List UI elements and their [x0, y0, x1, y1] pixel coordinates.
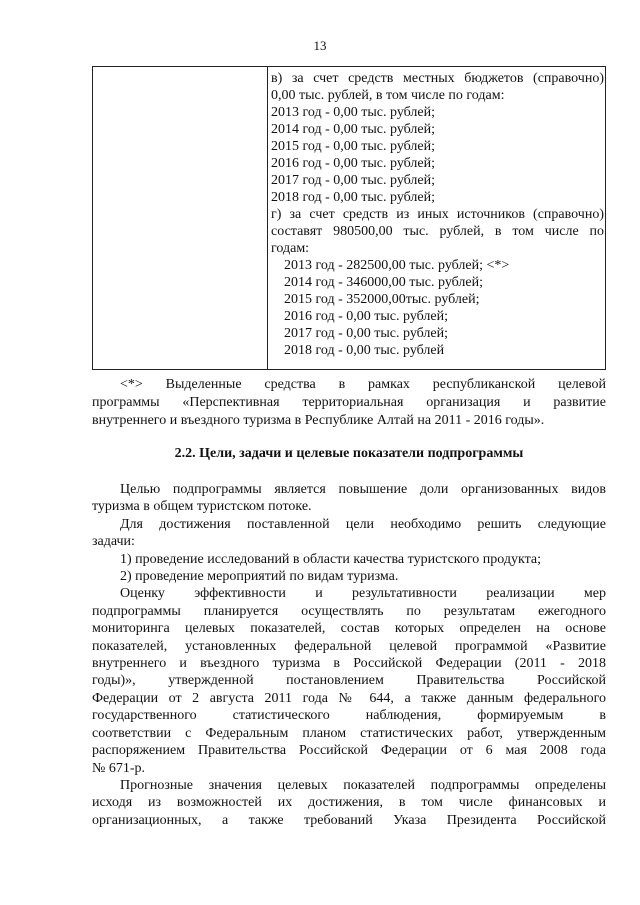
body-line: Оценку эффективности и результативности реализации мер — [120, 586, 606, 602]
cell-line: 2016 год - 0,00 тыс. рублей; — [271, 156, 436, 171]
body-text — [92, 481, 606, 829]
body-line: распоряжением Правительства Российской Федерации от 6 мая 2008 года — [92, 743, 606, 759]
funding-table-right-cell — [271, 70, 604, 359]
cell-line: 2013 год - 282500,00 тыс. рублей; <*> — [284, 258, 510, 273]
cell-line: 2018 год - 0,00 тыс. рублей; — [271, 190, 436, 205]
cell-line: 2018 год - 0,00 тыс. рублей — [284, 343, 445, 358]
body-line: государственного статистического наблюдения, формируемым в — [92, 708, 606, 724]
body-line: годы)», утвержденной постановлением Правительства Российской — [92, 673, 606, 689]
cell-line: годам: — [271, 241, 310, 256]
body-line: 2) проведение мероприятий по видам туризма. — [120, 569, 399, 585]
body-line: Федерации от 2 августа 2011 года № 644, а также данным федерального — [92, 690, 606, 706]
cell-line: 2016 год - 0,00 тыс. рублей; — [284, 309, 449, 324]
page-number: 13 — [313, 38, 327, 53]
body-line: мониторинга целевых показателей, состав которых определен на основе — [92, 621, 606, 637]
cell-line: 2015 год - 0,00 тыс. рублей; — [271, 139, 436, 154]
footnote-line: программы «Перспективная территориальная организация и развитие — [92, 395, 606, 410]
body-line: Целью подпрограммы является повышение доли организованных видов — [120, 482, 606, 497]
footnote-line: внутреннего и въездного туризма в Республике Алтай на 2011 - 2016 годы». — [92, 413, 545, 428]
section-heading: 2.2. Цели, задачи и целевые показатели подпрограммы — [174, 446, 524, 461]
cell-line: 2013 год - 0,00 тыс. рублей; — [271, 105, 436, 120]
body-line: соответствии с Федеральным планом статистических работ, утвержденным — [92, 725, 606, 741]
body-line: внутреннего и въездного туризма в Российской Федерации (2011 - 2018 — [92, 656, 606, 672]
cell-line: 2017 год - 0,00 тыс. рублей; — [271, 173, 436, 188]
table-column-divider — [267, 66, 268, 370]
cell-line: 2015 год - 352000,00тыс. рублей; — [284, 292, 480, 307]
cell-line: 2014 год - 346000,00 тыс. рублей; — [284, 275, 484, 290]
footnote — [92, 376, 606, 430]
body-line: показателей, установленных федеральной целевой программой «Развитие — [92, 638, 606, 654]
body-line: Прогнозные значения целевых показателей подпрограммы определены — [120, 777, 606, 793]
cell-line: 0,00 тыс. рублей, в том числе по годам: — [271, 88, 505, 103]
cell-line: г) за счет средств из иных источников (справочно) — [271, 207, 604, 222]
body-line: задачи: — [92, 534, 135, 550]
body-line: 1) проведение исследований в области качества туристского продукта; — [120, 551, 541, 567]
body-line: туризма в общем туристском потоке. — [92, 499, 312, 515]
body-line: организационных, а также требований Указа Президента Российской — [92, 812, 606, 828]
body-line: № 671-р. — [92, 760, 146, 776]
cell-line: 2017 год - 0,00 тыс. рублей; — [284, 326, 449, 341]
footnote-line: <*> Выделенные средства в рамках республиканской целевой — [120, 377, 606, 392]
body-line: подпрограммы планируется осуществлять по результатам ежегодного — [92, 603, 606, 619]
cell-line: 2014 год - 0,00 тыс. рублей; — [271, 122, 436, 137]
cell-line: составят 980500,00 тыс. рублей, в том числе по — [271, 224, 604, 239]
body-line: исходя из возможностей их достижения, в том числе финансовых и — [92, 795, 606, 811]
body-line: Для достижения поставленной цели необходимо решить следующие — [120, 516, 606, 532]
cell-line: в) за счет средств местных бюджетов (справочно) — [271, 71, 604, 86]
